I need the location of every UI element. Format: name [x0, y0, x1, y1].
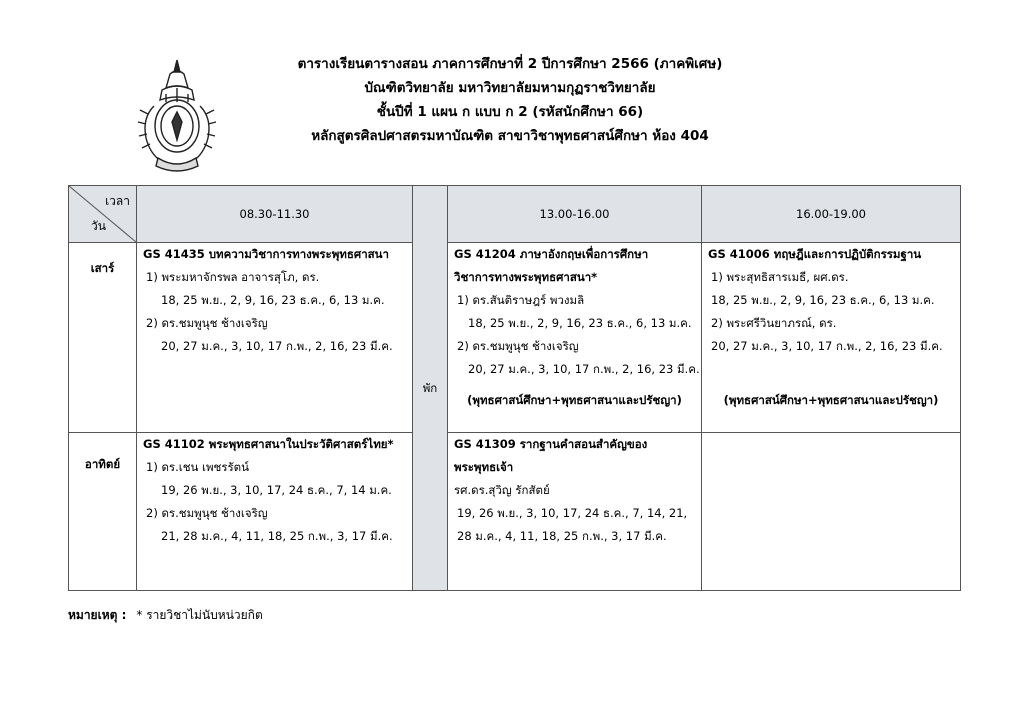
instructor: 2) พระศรีวินยาภรณ์, ดร.	[711, 316, 837, 330]
instructor: 2) ดร.ชมพูนุช ช้างเจริญ	[146, 506, 268, 520]
dates: 20, 27 ม.ค., 3, 10, 17 ก.พ., 2, 16, 23 มี.ค.	[468, 362, 700, 376]
instructor: 1) ดร.สันติราษฎร์ พวงมลิ	[457, 293, 585, 307]
corner-day-label: วัน	[91, 219, 106, 233]
dates: 19, 26 พ.ย., 3, 10, 17, 24 ธ.ค., 7, 14 ม.ค.	[161, 483, 392, 497]
instructor: 2) ดร.ชมพูนุช ช้างเจริญ	[457, 339, 579, 353]
title-line-3: ชั้นปีที่ 1 แผน ก แบบ ก 2 (รหัสนักศึกษา 66)	[376, 104, 644, 120]
dates: 18, 25 พ.ย., 2, 9, 16, 23 ธ.ค., 6, 13 ม.ค.	[711, 293, 935, 307]
saturday-evening-cell	[702, 243, 961, 433]
table-header-row	[69, 186, 961, 243]
title-line-2: บัณฑิตวิทยาลัย มหาวิทยาลัยมหามกุฏราชวิทยาลัย	[364, 80, 656, 96]
footnote-text: * รายวิชาไม่นับหน่วยกิต	[136, 608, 263, 622]
sunday-afternoon-cell	[448, 433, 702, 591]
instructor: 2) ดร.ชมพูนุช ช้างเจริญ	[146, 316, 268, 330]
dates: 28 ม.ค., 4, 11, 18, 25 ก.พ., 3, 17 มี.ค.	[457, 529, 667, 543]
table-row	[69, 243, 961, 433]
course-title: GS 41435 บทความวิชาการทางพระพุทธศาสนา	[143, 247, 389, 261]
schedule-table	[68, 185, 961, 591]
instructor: 1) ดร.เชน เพชรรัตน์	[146, 460, 250, 474]
dates: 18, 25 พ.ย., 2, 9, 16, 23 ธ.ค., 6, 13 ม.ค.	[161, 293, 385, 307]
instructor: 1) พระมหาจักรพล อาจารสุโภ, ดร.	[146, 270, 320, 284]
saturday-afternoon-cell	[448, 243, 702, 433]
title-line-4: หลักสูตรศิลปศาสตรมหาบัณฑิต สาขาวิชาพุทธศาสน์ศึกษา ห้อง 404	[311, 128, 709, 144]
university-emblem-icon	[136, 58, 218, 176]
footnote	[68, 606, 263, 625]
course-title: GS 41309 รากฐานคำสอนสำคัญของ	[454, 437, 648, 451]
dates: 18, 25 พ.ย., 2, 9, 16, 23 ธ.ค., 6, 13 ม.ค.	[468, 316, 692, 330]
course-title-cont: วิชาการทางพระพุทธศาสนา*	[454, 270, 598, 284]
program-label: (พุทธศาสน์ศึกษา+พุทธศาสนาและปรัชญา)	[467, 393, 682, 407]
day-sunday: อาทิตย์	[69, 433, 137, 591]
sunday-evening-cell	[702, 433, 961, 591]
document-header	[230, 52, 790, 148]
course-title: GS 41006 ทฤษฎีและการปฏิบัติกรรมฐาน	[708, 247, 922, 261]
course-title-cont: พระพุทธเจ้า	[454, 460, 514, 474]
footnote-label: หมายเหตุ :	[68, 608, 127, 622]
title-line-1: ตารางเรียนตารางสอน ภาคการศึกษาที่ 2 ปีการศึกษา 2566 (ภาคพิเศษ)	[297, 56, 723, 72]
corner-cell	[69, 186, 137, 243]
slot-morning-header: 08.30-11.30	[137, 186, 413, 243]
break-column	[413, 186, 448, 591]
slot-afternoon-header: 13.00-16.00	[448, 186, 702, 243]
dates: 20, 27 ม.ค., 3, 10, 17 ก.พ., 2, 16, 23 มี.ค.	[161, 339, 393, 353]
dates: 20, 27 ม.ค., 3, 10, 17 ก.พ., 2, 16, 23 มี.ค.	[711, 339, 943, 353]
instructor: รศ.ดร.สุวิญ รักสัตย์	[454, 483, 550, 497]
corner-time-label: เวลา	[105, 194, 130, 208]
saturday-morning-cell	[137, 243, 413, 433]
break-label: พัก	[422, 380, 438, 395]
instructor: 1) พระสุทธิสารเมธี, ผศ.ดร.	[711, 270, 849, 284]
dates: 21, 28 ม.ค., 4, 11, 18, 25 ก.พ., 3, 17 มี.ค.	[161, 529, 393, 543]
program-label: (พุทธศาสน์ศึกษา+พุทธศาสนาและปรัชญา)	[723, 393, 939, 407]
table-row	[69, 433, 961, 591]
course-title: GS 41204 ภาษาอังกฤษเพื่อการศึกษา	[454, 247, 649, 261]
course-title: GS 41102 พระพุทธศาสนาในประวัติศาสตร์ไทย*	[143, 437, 394, 451]
dates: 19, 26 พ.ย., 3, 10, 17, 24 ธ.ค., 7, 14, 21,	[457, 506, 688, 520]
slot-evening-header: 16.00-19.00	[702, 186, 961, 243]
day-saturday: เสาร์	[69, 243, 137, 433]
sunday-morning-cell	[137, 433, 413, 591]
